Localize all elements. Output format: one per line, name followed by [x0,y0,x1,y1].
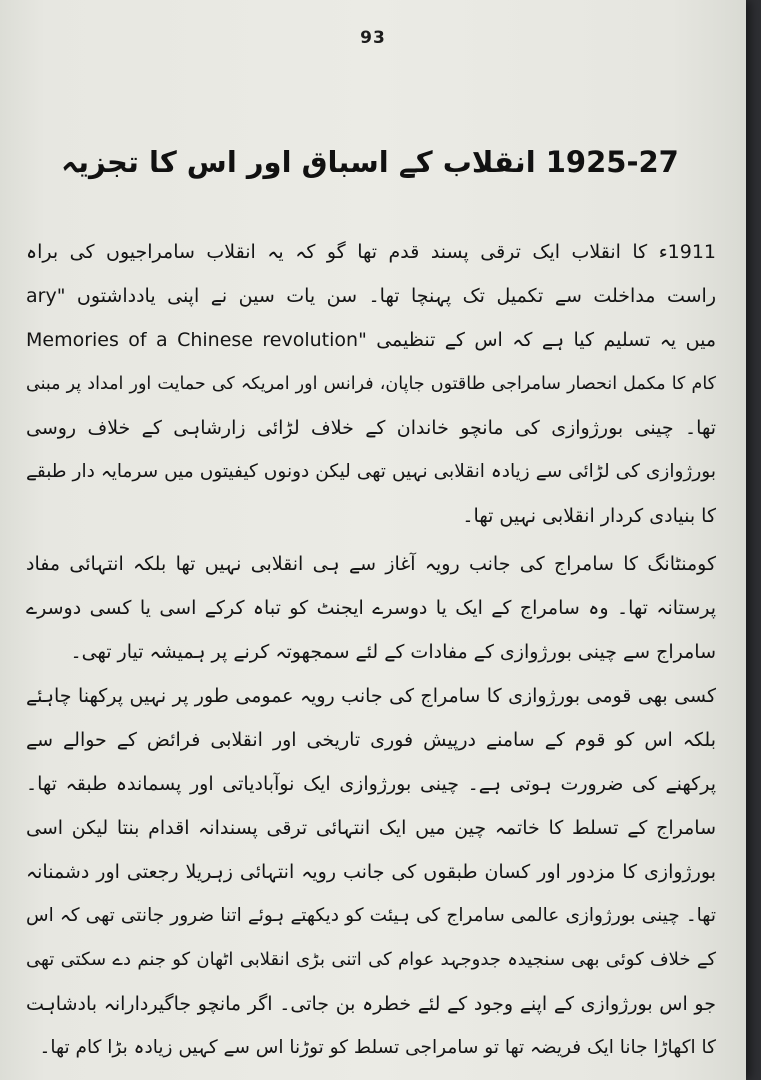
paragraph-3-line-7: کے خلاف کوئی بھی سنجیدہ جدوجہد عوام کی اتنی بڑی انقلابی اٹھان کو جنم دے سکتی تھی [26,949,716,970]
chapter-title: 1925-27 انقلاب کے اسباق اور اس کا تجزیہ [61,145,679,179]
paragraph-3-line-4: سامراج کے تسلط کا خاتمہ چین میں ایک انتہائی ترقی پسندانہ اقدام بنتا لیکن اسی [26,817,716,839]
paragraph-1-line-1: 1911ء کا انقلاب ایک ترقی پسند قدم تھا گو کہ یہ انقلاب سامراجیوں کی براہ [26,241,716,263]
paragraph-2-line-2: پرستانہ تھا۔ وہ سامراج کے ایک یا دوسرے ایجنٹ کو تباہ کرکے اسی یا کسی دوسرے [26,597,716,619]
paragraph-1-line-2: راست مداخلت سے تکمیل تک پہنچا تھا۔ سن یات سین نے اپنی یادداشتوں "ary [26,285,716,307]
paragraph-2-line-3: سامراج سے چینی بورژوازی کے مفادات کے لئے سمجھوتہ کرنے پر ہمیشہ تیار تھی۔ [70,641,716,663]
paragraph-3-line-9: کا اکھاڑا جانا ایک فریضہ تھا تو سامراجی تسلط کو توڑنا اس سے کہیں زیادہ بڑا کام تھا۔ [39,1037,716,1058]
paragraph-3-line-2: بلکہ اس کو قوم کے سامنے درپیش فوری تاریخی اور انقلابی فرائض کے حوالے سے [26,729,716,751]
paragraph-1-line-3: میں یہ تسلیم کیا ہے کہ اس کے تنظیمی "Memories of a Chinese revolution [26,329,716,351]
page-number: 93 [360,28,386,48]
paragraph-1-line-7: کا بنیادی کردار انقلابی نہیں تھا۔ [462,505,716,527]
paragraph-3-line-3: پرکھنے کی ضرورت ہوتی ہے۔ چینی بورژوازی ایک نوآبادیاتی اور پسماندہ طبقہ تھا۔ [26,773,716,795]
paragraph-3-line-5: بورژوازی کا مزدور اور کسان طبقوں کی جانب رویہ انتہائی زہریلا رجعتی اور دشمنانہ [26,861,716,883]
paragraph-3-line-8: جو اس بورژوازی کے اپنے وجود کے لئے خطرہ بن جاتی۔ اگر مانچو جاگیردارانہ بادشاہت [26,993,716,1015]
paragraph-1-line-5: تھا۔ چینی بورژوازی کی مانچو خاندان کے خلاف لڑائی زارشاہی کے خلاف روسی [26,417,716,439]
paragraph-1-line-6: بورژوازی کی لڑائی سے زیادہ انقلابی نہیں تھی لیکن دونوں کیفیتوں میں سرمایہ دار طبقے [26,461,716,482]
paragraph-3-line-6: تھا۔ چینی بورژوازی عالمی سامراج کی ہیئت کو دیکھتے ہوئے اتنا ضرور جانتی تھی کہ اس [26,905,716,926]
paragraph-1-line-4: کام کا مکمل انحصار سامراجی طاقتوں جاپان، فرانس اور امریکہ کی حمایت اور امداد پر مبنی [26,374,716,394]
paragraph-2-line-1: کومنٹانگ کا سامراج کی جانب رویہ آغاز سے ہی انقلابی نہیں تھا بلکہ انتہائی مفاد [26,553,716,575]
paragraph-3-line-1: کسی بھی قومی بورژوازی کا سامراج کی جانب رویہ عمومی طور پر نہیں پرکھنا چاہئے [26,685,716,707]
